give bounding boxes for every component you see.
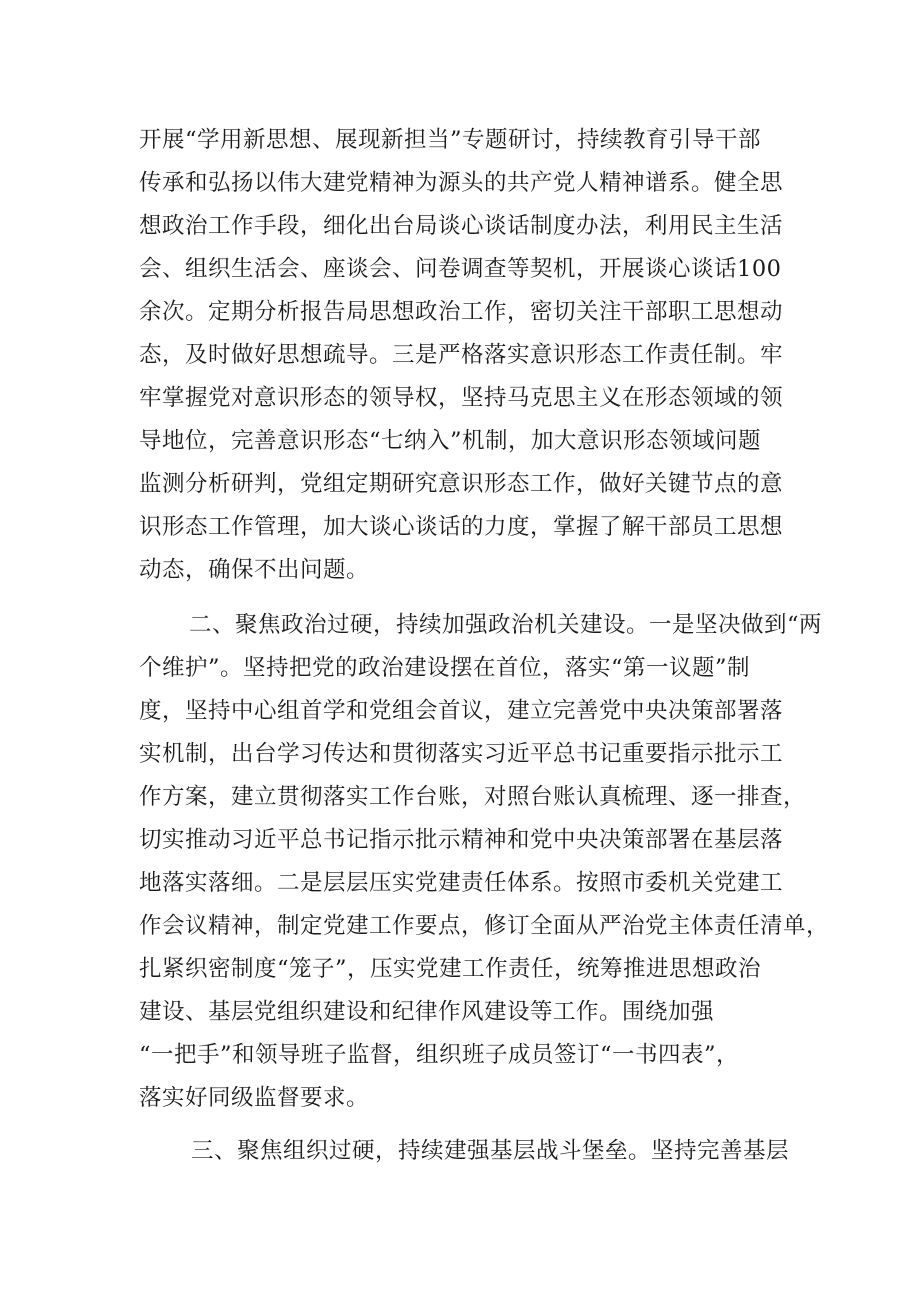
text-line: 导地位，完善意识形态“七纳入”机制，加大意识形态领域问题 xyxy=(139,428,762,454)
text-line: 地落实落细。二是层层压实党建责任体系。按照市委机关党建工 xyxy=(139,870,784,896)
text-line: 扎紧织密制度“笼子”，压实党建工作责任，统筹推进思想政治 xyxy=(139,956,762,982)
text-line: 落实好同级监督要求。 xyxy=(139,1085,370,1111)
text-line: 监测分析研判，党组定期研究意识形态工作，做好关键节点的意 xyxy=(139,471,784,497)
text-line: 切实推动习近平总书记指示批示精神和党中央决策部署在基层落 xyxy=(139,827,784,853)
text-line: 建设、基层党组织建设和纪律作风建设等工作。围绕加强 xyxy=(139,999,715,1025)
text-line: 个维护”。坚持把党的政治建设摆在首位，落实“第一议题”制 xyxy=(139,655,751,681)
text-line: 余次。定期分析报告局思想政治工作，密切关注干部职工思想动 xyxy=(139,299,784,325)
text-line: 想政治工作手段，细化出台局谈心谈话制度办法，利用民主生活 xyxy=(139,213,784,239)
text-line: 作方案，建立贯彻落实工作台账，对照台账认真梳理、逐一排查， xyxy=(139,784,807,810)
text-line: 开展“学用新思想、展现新担当”专题研讨，持续教育引导干部 xyxy=(139,127,762,153)
text-line: 态，及时做好思想疏导。三是严格落实意识形态工作责任制。牢 xyxy=(139,342,784,368)
text-line: 会、组织生活会、座谈会、问卷调查等契机，开展谈心谈话100 xyxy=(139,256,782,282)
text-line: 实机制，出台学习传达和贯彻落实习近平总书记重要指示批示工 xyxy=(139,741,784,767)
text-line: 识形态工作管理，加大谈心谈话的力度，掌握了解干部员工思想 xyxy=(139,514,784,540)
paragraph-heading-line: 三、聚焦组织过硬，持续建强基层战斗堡垒。坚持完善基层 xyxy=(191,1138,790,1164)
text-line: 作会议精神，制定党建工作要点，修订全面从严治党主体责任清单， xyxy=(139,913,830,939)
text-line: 传承和弘扬以伟大建党精神为源头的共产党人精神谱系。健全思 xyxy=(139,170,784,196)
text-line: “一把手”和领导班子监督，组织班子成员签订“一书四表”， xyxy=(139,1042,740,1068)
text-line: 牢掌握党对意识形态的领导权，坚持马克思主义在形态领域的领 xyxy=(139,385,784,411)
text-line: 度，坚持中心组首学和党组会首议，建立完善党中央决策部署落 xyxy=(139,698,784,724)
text-line: 动态，确保不出问题。 xyxy=(139,557,370,583)
paragraph-heading-line: 二、聚焦政治过硬，持续加强政治机关建设。一是坚决做到“两 xyxy=(189,612,823,638)
